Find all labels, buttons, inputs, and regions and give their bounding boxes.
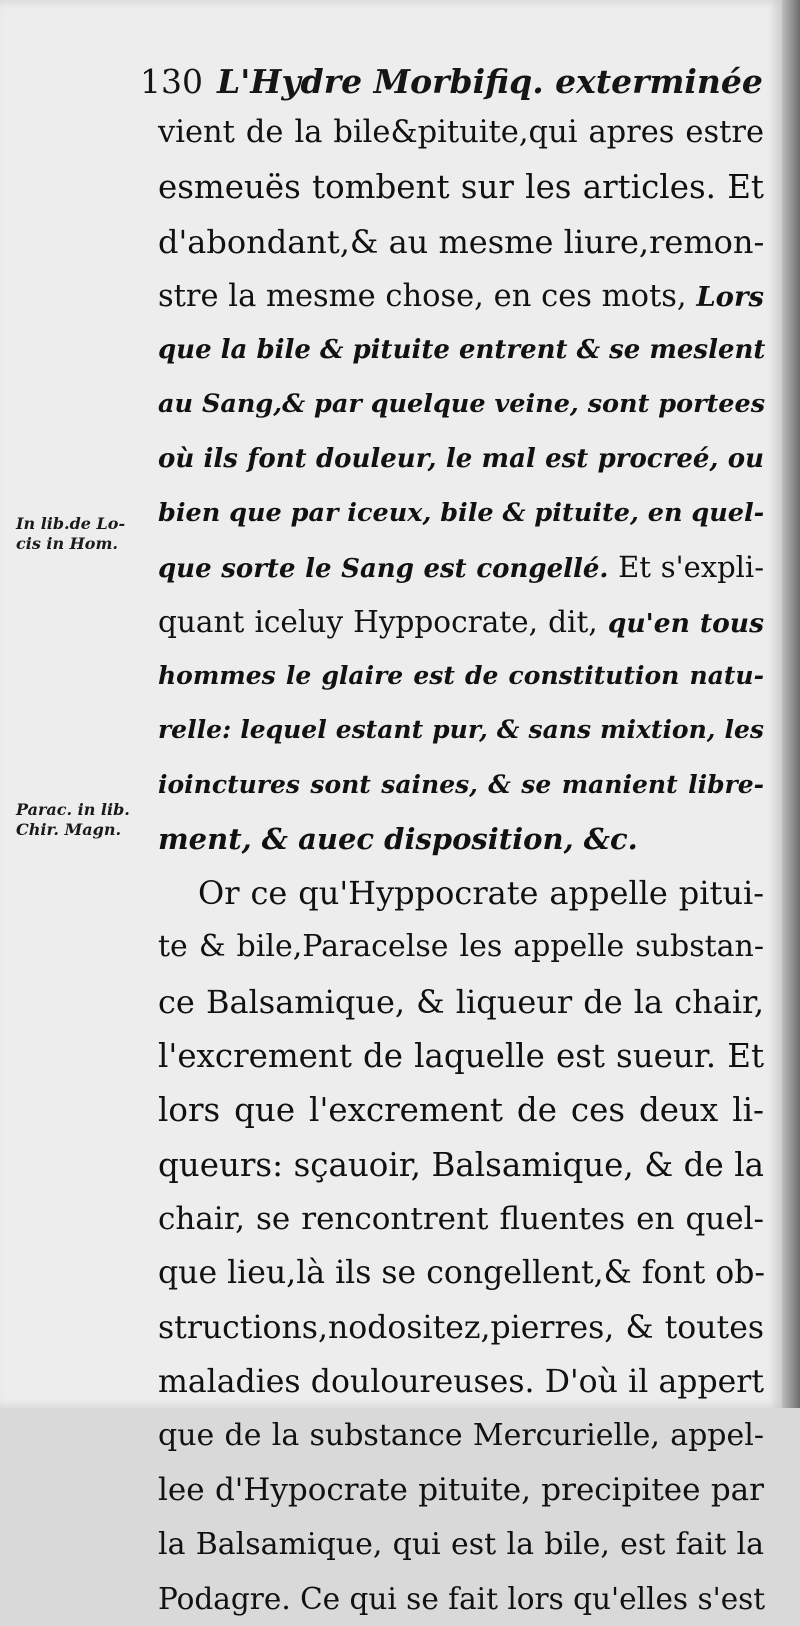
italic-run: qu'en tous bbox=[607, 607, 764, 639]
text-line: que de la substance Mercurielle, appel- bbox=[158, 1418, 764, 1454]
roman-run: stre la mesme chose, en ces mots, bbox=[158, 278, 697, 314]
italic-run: Lors bbox=[696, 280, 764, 313]
text-line: te & bile,Paracelse les appelle substan- bbox=[158, 929, 764, 965]
text-line bbox=[158, 540, 764, 594]
text-line bbox=[158, 269, 764, 323]
text-line: structions,nodositez,pierres, & toutes bbox=[158, 1309, 764, 1346]
margin-note-line: Chir. Magn. bbox=[16, 820, 122, 839]
page-gutter-shadow bbox=[782, 0, 800, 1408]
text-line: ment, & auec disposition, &c. bbox=[158, 821, 638, 856]
margin-note-paracelse bbox=[16, 800, 156, 840]
roman-run: quant iceluy Hyppocrate, dit, bbox=[158, 604, 608, 639]
text-line: esmeuës tombent sur les articles. Et bbox=[158, 168, 764, 207]
text-line: bien que par iceux, bile & pituite, en quel- bbox=[158, 498, 765, 529]
margin-note-line: cis in Hom. bbox=[16, 534, 118, 553]
italic-run: que sorte le Sang est congellé. bbox=[158, 554, 619, 585]
text-line: d'abondant,& au mesme liure,remon- bbox=[158, 222, 765, 261]
text-line: Podagre. Ce qui se fait lors qu'elles s'est bbox=[158, 1582, 766, 1617]
text-line: Or ce qu'Hyppocrate appelle pitui- bbox=[198, 874, 764, 913]
text-line: ioinctures sont saines, & se manient libre- bbox=[158, 769, 764, 799]
text-line: maladies douloureuses. D'où il appert bbox=[158, 1363, 764, 1400]
text-line: l'excrement de laquelle est sueur. Et bbox=[158, 1037, 764, 1076]
margin-note-line: Parac. in lib. bbox=[16, 800, 130, 819]
text-line: lee d'Hypocrate pituite, precipitee par bbox=[158, 1472, 764, 1509]
margin-note-loc bbox=[16, 514, 156, 554]
text-line: queurs: sçauoir, Balsamique, & de la bbox=[158, 1145, 764, 1184]
text-line: hommes le glaire est de constitution natu- bbox=[158, 660, 764, 690]
running-head bbox=[140, 60, 765, 104]
text-line bbox=[158, 595, 764, 649]
text-line: que la bile & pituite entrent & se meslent bbox=[158, 335, 766, 366]
page-number: 130 bbox=[140, 62, 203, 101]
text-line: relle: lequel estant pur, & sans mixtion, les bbox=[158, 715, 764, 745]
margin-note-line: In lib.de Lo- bbox=[16, 514, 126, 533]
running-title: L'Hydre Morbifiq. exterminée bbox=[217, 62, 763, 101]
text-line: lors que l'excrement de ces deux li- bbox=[158, 1091, 764, 1130]
text-line: où ils font douleur, le mal est procreé, ou bbox=[158, 443, 764, 474]
text-line: vient de la bile&pituite,qui apres estre bbox=[158, 115, 764, 150]
text-line: au Sang,& par quelque veine, sont portees bbox=[158, 389, 766, 420]
text-line: la Balsamique, qui est la bile, est fait la bbox=[158, 1526, 764, 1562]
text-line: que lieu,là ils se congellent,& font ob- bbox=[158, 1255, 766, 1292]
body-text bbox=[158, 106, 764, 1626]
roman-run: Et s'expli- bbox=[618, 550, 764, 585]
text-line: chair, se rencontrent fluentes en quel- bbox=[158, 1200, 764, 1237]
text-line: ce Balsamique, & liqueur de la chair, bbox=[158, 982, 764, 1021]
